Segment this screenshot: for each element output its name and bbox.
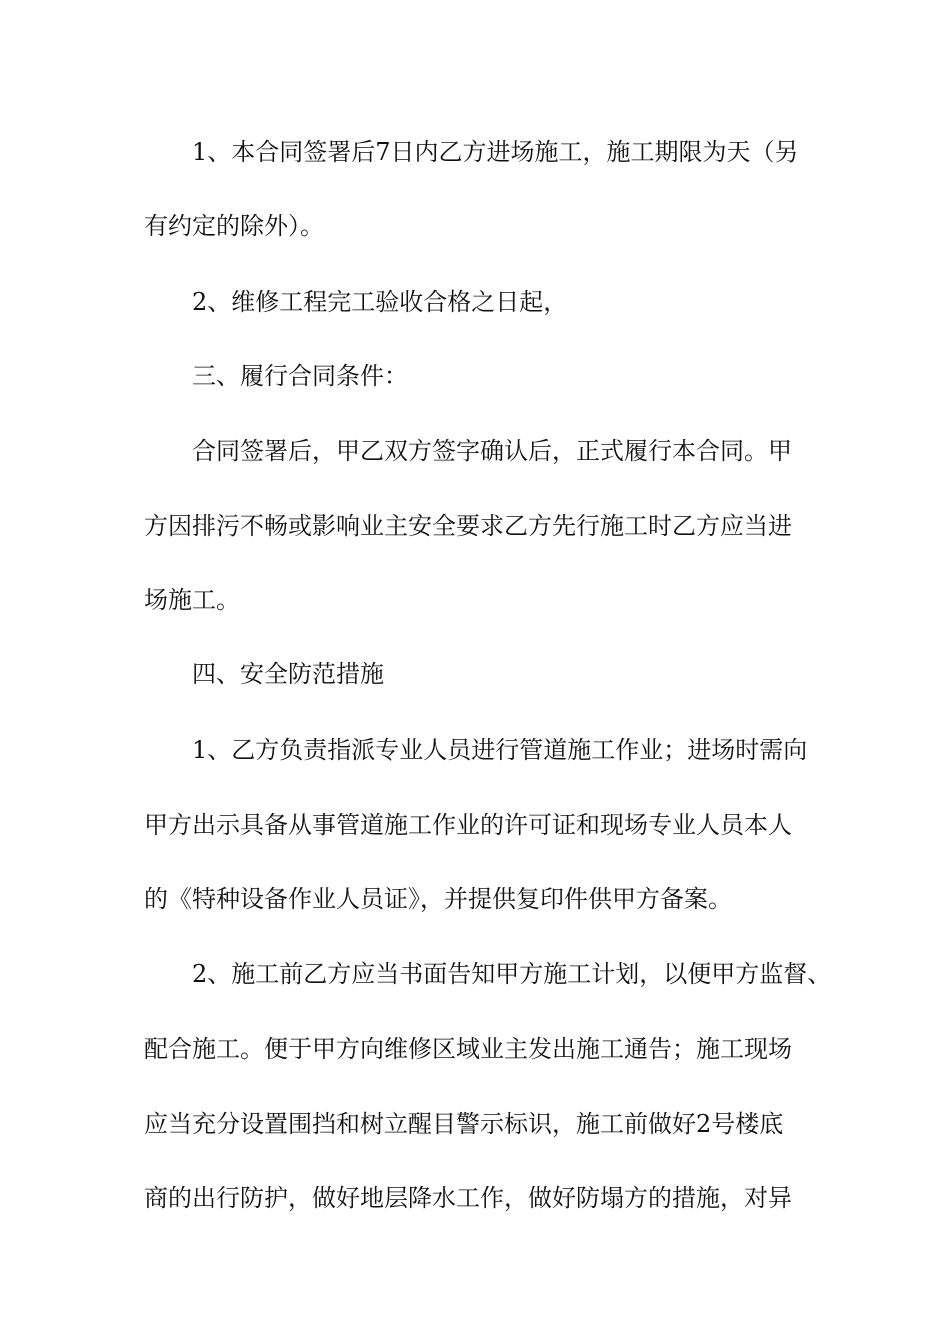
- section-heading: 四、安全防范措施: [192, 660, 384, 688]
- section-heading: 三、履行合同条件：: [192, 362, 408, 390]
- paragraph-line: 配合施工。便于甲方向维修区域业主发出施工通告；施工现场: [144, 1035, 792, 1063]
- paragraph-line: 的《特种设备作业人员证》，并提供复印件供甲方备案。: [144, 885, 732, 913]
- paragraph-line: 场施工。: [144, 586, 240, 614]
- paragraph-line: 1、乙方负责指派专业人员进行管道施工作业；进场时需向: [192, 736, 808, 764]
- paragraph-line: 1、本合同签署后7日内乙方进场施工，施工期限为天（另: [192, 138, 799, 166]
- paragraph-line: 甲方出示具备从事管道施工作业的许可证和现场专业人员本人: [144, 811, 792, 839]
- paragraph-line: 应当充分设置围挡和树立醒目警示标识，施工前做好2号楼底: [144, 1110, 784, 1138]
- paragraph-line: 方因排污不畅或影响业主安全要求乙方先行施工时乙方应当进: [144, 512, 792, 540]
- paragraph-line: 2、施工前乙方应当书面告知甲方施工计划，以便甲方监督、: [192, 960, 832, 988]
- paragraph-line: 有约定的除外）。: [144, 212, 324, 240]
- paragraph-line: 2、维修工程完工验收合格之日起，: [192, 288, 568, 316]
- paragraph-line: 合同签署后，甲乙双方签字确认后，正式履行本合同。甲: [192, 437, 792, 465]
- paragraph-line: 商的出行防护，做好地层降水工作，做好防塌方的措施，对异: [144, 1184, 792, 1212]
